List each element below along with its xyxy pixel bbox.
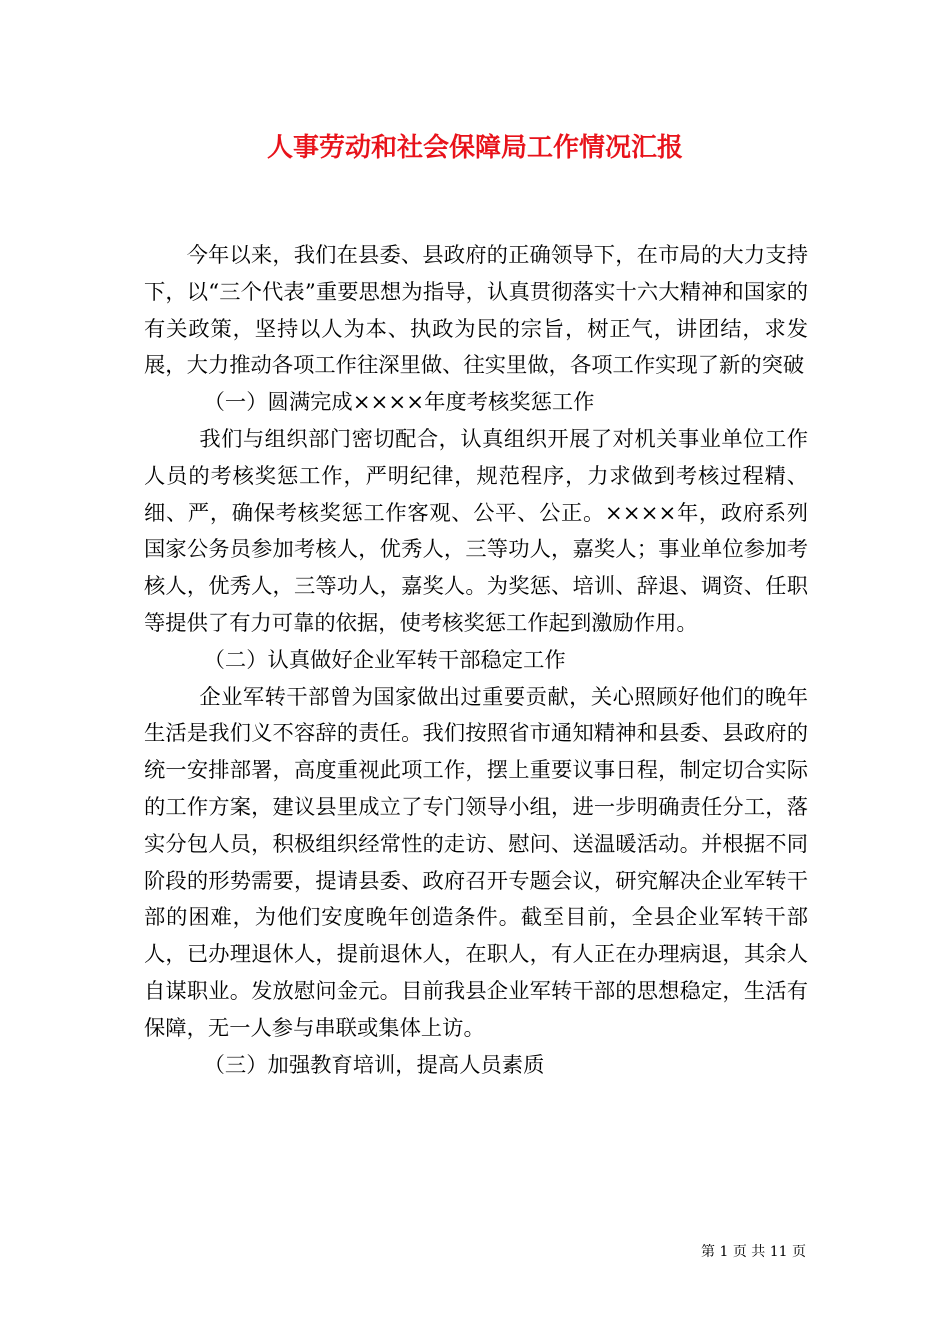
intro-paragraph: 今年以来，我们在县委、县政府的正确领导下，在市局的大力支持下，以“三个代表”重要思想为指导，认真贯彻落实十六大精神和国家的有关政策，坚持以人为本、执政为民的宗旨，树正气，讲团结，求发展，大力推动各项工作往深里做、往实里做，各项工作实现了新的突破 <box>144 243 808 379</box>
section-heading: （三）加强教育培训，提高人员素质 <box>203 1052 545 1078</box>
section-heading: （二）认真做好企业军转干部稳定工作 <box>203 647 566 673</box>
document-body <box>144 238 808 1084</box>
section-paragraph: 企业军转干部曾为国家做出过重要贡献，关心照顾好他们的晚年生活是我们义不容辞的责任。我们按照省市通知精神和县委、县政府的统一安排部署，高度重视此项工作，摆上重要议事日程，制定切合实际的工作方案，建议县里成立了专门领导小组，进一步明确责任分工，落实分包人员，积极组织经常性的走访、慰问、送温暖活动。并根据不同阶段的形势需要，提请县委、政府召开专题会议，研究解决企业军转干部的困难，为他们安度晚年创造条件。截至目前，全县企业军转干部人，已办理退休人，提前退休人，在职人，有人正在办理病退，其余人自谋职业。发放慰问金元。目前我县企业军转干部的思想稳定，生活有保障，无一人参与串联或集体上访。 <box>144 684 808 1041</box>
section-heading: （一）圆满完成××××年度考核奖惩工作 <box>203 390 595 416</box>
page-number: 第 1 页 共 11 页 <box>701 1244 806 1260</box>
document-title: 人事劳动和社会保障局工作情况汇报 <box>266 133 683 163</box>
section-paragraph: 我们与组织部门密切配合，认真组织开展了对机关事业单位工作人员的考核奖惩工作，严明纪律，规范程序，力求做到考核过程精、细、严，确保考核奖惩工作客观、公平、公正。××××年，政府系列国家公务员参加考核人，优秀人，三等功人，嘉奖人；事业单位参加考核人，优秀人，三等功人，嘉奖人。为奖惩、培训、辞退、调资、任职等提供了有力可靠的依据，使考核奖惩工作起到激励作用。 <box>144 426 808 636</box>
